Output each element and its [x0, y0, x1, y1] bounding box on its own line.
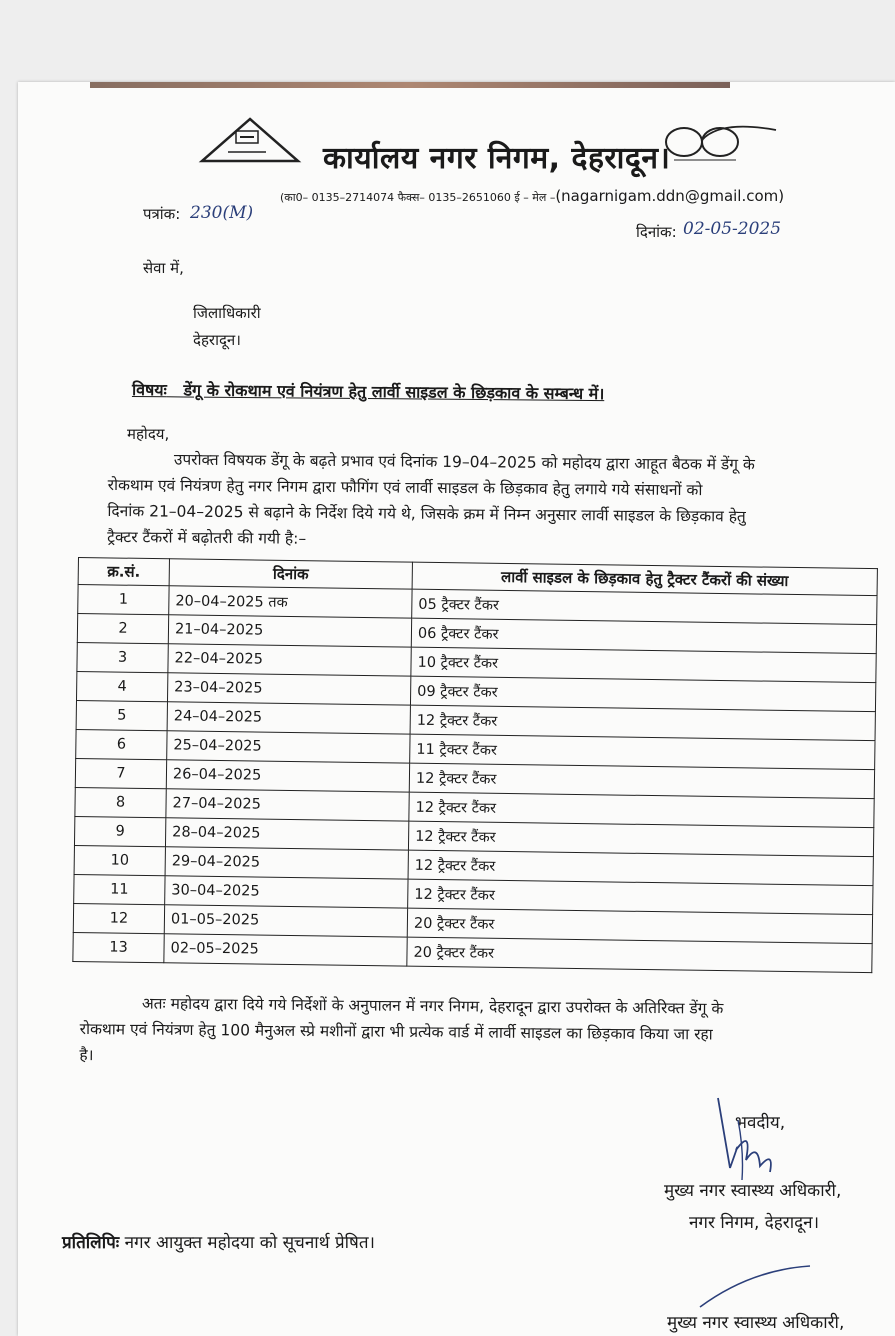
cell-date: 29–04–2025 — [165, 847, 408, 879]
cell-count: 12 ट्रैक्टर टैंकर — [408, 879, 873, 914]
letter-date: 02-05-2025 — [683, 219, 782, 239]
contact-phones: (का0– 0135–2714074 फैक्स– 0135–2651060 ई – मेल – — [280, 191, 556, 204]
swachh-bharat-logo-icon — [660, 122, 778, 166]
date-label: दिनांक: — [636, 223, 677, 241]
cell-count: 12 ट्रैक्टर टैंकर — [409, 763, 874, 798]
cell-date: 01–05–2025 — [164, 905, 407, 937]
recipient-line-1: जिलाधिकारी — [193, 304, 261, 322]
para1-line-1: उपरोक्त विषयक डेंगू के बढ़ते प्रभाव एवं दिनांक 19–04–2025 को महोदय द्वारा आहूत बैठक में डेंगू के — [173, 450, 755, 474]
cell-date: 26–04–2025 — [166, 760, 409, 792]
cell-count: 12 ट्रैक्टर टैंकर — [408, 821, 873, 856]
paragraph-2 — [79, 990, 875, 1075]
recipient-line-2: देहरादून। — [193, 331, 241, 349]
cell-serial: 13 — [73, 932, 164, 962]
office-title: कार्यालय नगर निगम, देहरादून। — [323, 141, 671, 176]
page-edge-strip — [90, 82, 730, 88]
cell-count: 05 ट्रैक्टर टैंकर — [412, 589, 877, 624]
cell-date: 20–04–2025 तक — [169, 586, 412, 618]
cell-serial: 5 — [76, 700, 167, 730]
header-serial: क्र.सं. — [78, 558, 169, 586]
seva-line: सेवा में, — [143, 259, 184, 277]
closing-bhavdiya: भवदीय, — [735, 1113, 786, 1133]
subject-label: विषयः — [131, 380, 167, 400]
para2-line-2: रोकथाम एवं नियंत्रण हेतु 100 मैनुअल स्प्रे मशीनों द्वारा भी प्रत्येक वार्ड में लार्वी साइडल का छिड़काव किया जा रहा — [79, 1019, 713, 1044]
cell-date: 30–04–2025 — [165, 876, 408, 908]
salutation: महोदय, — [127, 425, 170, 443]
municipal-logo-icon — [198, 117, 302, 165]
cell-serial: 9 — [74, 816, 165, 846]
para1-line-3: दिनांक 21–04–2025 से बढ़ाने के निर्देश दिये गये थे, जिसके क्रम में निम्न अनुसार लार्वी साइडल के छिड़काव हेतु — [107, 501, 746, 526]
ref-label: पत्रांक: — [143, 205, 181, 223]
cell-count: 12 ट्रैक्टर टैंकर — [408, 850, 873, 885]
cell-date: 28–04–2025 — [165, 818, 408, 850]
header-date: दिनांक — [169, 559, 412, 589]
subject-line — [132, 378, 605, 404]
cell-date: 02–05–2025 — [164, 934, 407, 966]
cell-serial: 6 — [76, 729, 167, 759]
para2-line-1: अतः महोदय द्वारा दिये गये निर्देशों के अनुपालन में नगर निगम, देहरादून द्वारा उपरोक्त के अतिरिक्त डेंगू के — [141, 994, 724, 1018]
contact-line — [280, 187, 784, 205]
copy-label: प्रतिलिपिः — [62, 1233, 120, 1253]
copy-line — [62, 1230, 375, 1253]
cell-count: 12 ट्रैक्टर टैंकर — [409, 792, 874, 827]
cell-count: 12 ट्रैक्टर टैंकर — [410, 705, 875, 740]
signatory-title: मुख्य नगर स्वास्थ्य अधिकारी, — [664, 1181, 842, 1201]
cell-serial: 7 — [75, 758, 166, 788]
tanker-table — [72, 557, 878, 973]
cell-date: 23–04–2025 — [167, 673, 410, 705]
footer-signatory-title: मुख्य नगर स्वास्थ्य अधिकारी, — [667, 1313, 845, 1333]
cell-serial: 8 — [75, 787, 166, 817]
cell-count: 20 ट्रैक्टर टैंकर — [407, 937, 872, 972]
cell-serial: 12 — [73, 903, 164, 933]
para1-line-4: ट्रैक्टर टैंकरों में बढ़ोतरी की गयी है:– — [107, 527, 307, 548]
cell-count: 20 ट्रैक्टर टैंकर — [407, 908, 872, 943]
cell-serial: 1 — [78, 585, 169, 615]
footer-signature-icon — [690, 1262, 820, 1312]
cell-count: 10 ट्रैक्टर टैंकर — [411, 647, 876, 682]
cell-serial: 2 — [77, 614, 168, 644]
cell-date: 27–04–2025 — [166, 789, 409, 821]
contact-email: (nagarnigam.ddn@gmail.com) — [555, 187, 785, 205]
cell-date: 24–04–2025 — [167, 702, 410, 734]
copy-text: नगर आयुक्त महोदया को सूचनार्थ प्रेषित। — [124, 1233, 375, 1253]
cell-date: 21–04–2025 — [168, 615, 411, 647]
ref-number: 230(M) — [190, 203, 254, 223]
para1-line-2: रोकथाम एवं नियंत्रण हेतु नगर निगम द्वारा फौगिंग एवं लार्वी साइडल के छिड़काव हेतु लगाये गये संसाधनों को — [107, 475, 703, 500]
cell-count: 09 ट्रैक्टर टैंकर — [410, 676, 875, 711]
header-tanker-count: लार्वी साइडल के छिड़काव हेतु ट्रैक्टर टैंकरों की संख्या — [412, 562, 877, 595]
paragraph-1 — [107, 446, 868, 557]
cell-date: 25–04–2025 — [167, 731, 410, 763]
cell-serial: 11 — [74, 874, 165, 904]
cell-serial: 4 — [76, 671, 167, 701]
cell-count: 06 ट्रैक्टर टैंकर — [411, 618, 876, 653]
cell-serial: 3 — [77, 642, 168, 672]
subject-text: डेंगू के रोकथाम एवं नियंत्रण हेतु लार्वी साइडल के छिड़काव के सम्बन्ध में। — [183, 380, 605, 404]
para2-line-3: है। — [79, 1045, 94, 1065]
signatory-org: नगर निगम, देहरादून। — [689, 1213, 820, 1233]
signature-icon — [700, 1090, 810, 1190]
cell-serial: 10 — [74, 845, 165, 875]
cell-count: 11 ट्रैक्टर टैंकर — [410, 734, 875, 769]
cell-date: 22–04–2025 — [168, 644, 411, 676]
